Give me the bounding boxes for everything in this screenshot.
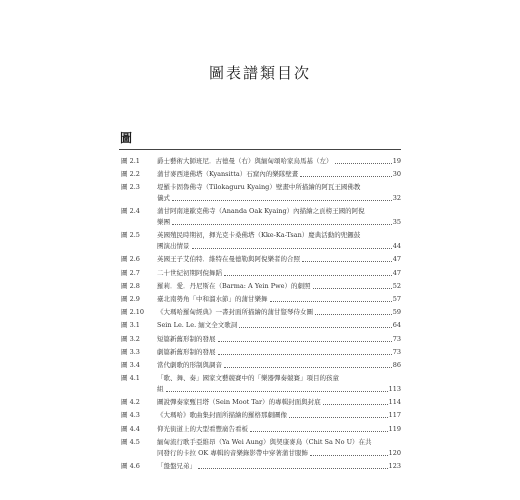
dot-leader — [218, 353, 392, 355]
figure-caption: 堤羅卡固魯佛寺（Tilokaguru Kyaing）壁畫中所描繪的阿瓦王國佛教 — [157, 183, 361, 192]
entry-line — [157, 182, 401, 192]
figure-caption: 臺北南勢角「中和溜水節」的蒲甘樂舞 — [157, 295, 268, 303]
entry-line — [157, 217, 401, 227]
figure-number: 圖 3.2 — [121, 334, 140, 343]
page-number: 119 — [388, 424, 401, 433]
figure-caption: 仰光街道上的大型看豐廣告看板 — [157, 424, 248, 433]
entry-line — [157, 437, 401, 447]
dot-leader — [172, 199, 392, 201]
page-number: 123 — [388, 461, 401, 470]
entry-line — [157, 206, 401, 216]
dot-leader — [310, 454, 388, 456]
dot-leader — [289, 416, 388, 418]
figure-caption: 緬甸流行歌手亞維昂（Ya Wei Aung）與契康麥烏（Chit Sa No U）在共 — [157, 437, 372, 446]
entry-line — [157, 461, 401, 471]
page-number: 114 — [388, 398, 401, 407]
figure-number: 圖 2.9 — [121, 295, 140, 303]
page-number: 47 — [392, 255, 401, 264]
dot-leader — [198, 467, 388, 469]
figure-number: 圖 3.4 — [121, 361, 140, 369]
entry-line — [157, 281, 401, 291]
page-number: 86 — [392, 361, 401, 369]
dot-leader — [250, 430, 388, 432]
dot-leader — [323, 403, 388, 405]
figure-number: 圖 4.1 — [121, 374, 140, 383]
page-number: 44 — [392, 242, 401, 251]
dot-leader — [166, 390, 388, 392]
figure-number: 圖 2.10 — [121, 308, 145, 317]
dot-leader — [172, 223, 392, 225]
table-of-figures — [119, 149, 401, 470]
figure-number: 圖 2.8 — [121, 281, 140, 290]
section-heading: 圖 — [120, 131, 133, 145]
figure-number: 圖 4.4 — [121, 424, 140, 433]
figure-number: 圖 2.7 — [121, 268, 140, 277]
figure-caption: 蒲甘麥西達佛塔（Kyansitta）石窟內的樂隊壁畫 — [157, 170, 299, 179]
entry-line — [157, 334, 401, 344]
entry-line — [157, 397, 401, 407]
figure-number: 圖 2.5 — [121, 231, 140, 240]
entry-line — [157, 254, 401, 264]
dot-leader — [239, 326, 391, 328]
page-number: 117 — [388, 411, 401, 420]
figure-number: 圖 3.3 — [121, 347, 140, 356]
toc-entry — [119, 204, 401, 228]
figure-number: 圖 4.5 — [121, 437, 140, 446]
entry-line — [157, 320, 401, 330]
figure-number: 圖 3.1 — [121, 321, 140, 330]
entry-line — [157, 156, 401, 166]
entry-line — [157, 410, 401, 420]
figure-caption: 儀式 — [157, 194, 170, 203]
page-number: 47 — [392, 268, 401, 277]
figure-number: 圖 2.2 — [121, 170, 140, 179]
figure-number: 圖 2.6 — [121, 255, 140, 264]
dot-leader — [192, 247, 392, 249]
entry-line — [157, 360, 401, 370]
page-number: 120 — [388, 448, 401, 457]
page-number: 57 — [392, 295, 401, 303]
entry-line — [157, 294, 401, 304]
figure-caption: 英國殖民時期初，揮光克卡桑佛塔（Kke-Ka-Tsan）慶典活動的兜鑼鼓 — [157, 231, 361, 240]
toc-entry — [119, 371, 401, 395]
toc-entry — [119, 180, 401, 204]
page-number: 59 — [392, 308, 401, 317]
figure-number: 圖 4.3 — [121, 411, 140, 420]
toc-entry — [119, 435, 401, 459]
figure-caption: 劇篇新舊形制的發展 — [157, 347, 216, 356]
figure-number: 圖 4.6 — [121, 461, 140, 470]
figure-caption: 圖說彈奏家甄目塔（Sein Moot Tar）的專輯封面與封底 — [157, 398, 321, 407]
dot-leader — [270, 300, 392, 302]
page-number: 30 — [392, 170, 401, 179]
figure-number: 圖 2.1 — [121, 157, 140, 165]
page-number: 64 — [392, 321, 401, 330]
toc-entry — [119, 228, 401, 252]
entry-line — [157, 193, 401, 203]
figure-caption: 「盤盤兄弟」 — [157, 461, 196, 470]
figure-caption: 團演出情景 — [157, 242, 190, 251]
figure-caption: 同發行的卡拉 OK 專輯的音樂錄影帶中穿著蒲甘服飾 — [157, 448, 308, 457]
figure-caption: Sein Le. Le. 緬文全文歌詞 — [157, 321, 238, 330]
toc-entry — [119, 459, 401, 483]
figure-caption: 當代劇歌的形制與調音 — [157, 361, 222, 369]
page-number: 35 — [392, 218, 401, 227]
entry-line — [157, 373, 401, 383]
entry-line — [157, 268, 401, 278]
dot-leader — [224, 274, 392, 276]
dot-leader — [224, 366, 392, 368]
entry-line — [157, 169, 401, 179]
entry-line — [157, 241, 401, 251]
figure-caption: 組 — [157, 385, 164, 394]
page-number: 52 — [392, 281, 401, 290]
dot-leader — [218, 340, 392, 342]
page-number: 113 — [388, 385, 401, 394]
figure-number: 圖 2.3 — [121, 183, 140, 192]
dot-leader — [335, 162, 392, 164]
figure-caption: 樂團 — [157, 218, 170, 227]
page-number: 73 — [392, 347, 401, 356]
page-number: 32 — [392, 194, 401, 203]
figure-number: 圖 2.4 — [121, 207, 140, 216]
page-number: 73 — [392, 334, 401, 343]
dot-leader — [315, 313, 392, 315]
entry-line — [157, 347, 401, 357]
dot-leader — [302, 260, 392, 262]
figure-caption: 二十世紀初期阿倪舞蹈 — [157, 268, 222, 277]
entry-line — [157, 424, 401, 434]
entry-line — [157, 307, 401, 317]
figure-number: 圖 4.2 — [121, 398, 140, 407]
entry-line — [157, 448, 401, 458]
entry-line — [157, 230, 401, 240]
entry-line — [157, 384, 401, 394]
figure-caption: 短篇新舊形制的發展 — [157, 334, 216, 343]
dot-leader — [300, 175, 392, 177]
dot-leader — [313, 287, 392, 289]
figure-caption: 羅莉．愛．丹尼斯在（Barma: A Yein Pwe）的劇照 — [157, 281, 311, 290]
page-title: 圖表譜類目次 — [208, 64, 311, 82]
figure-caption: 蒲甘阿南達歐克佛寺（Ananda Oak Kyaing）內描繪之貢榜王國的阿倪 — [157, 207, 365, 216]
page-number: 19 — [392, 157, 401, 165]
figure-caption: 《大瑪哈》歌曲集封面所描繪的羅格那劇圖像 — [157, 411, 287, 420]
figure-caption: 爵士藝術大師班尼．古德曼（右）與緬甸頌哈家烏馬基（左） — [157, 157, 333, 165]
figure-caption: 《大瑪哈羅甸經典》一書封面所描繪的蒲甘豎琴侍女圖 — [157, 308, 313, 317]
figure-caption: 「歌、舞、奏」國家文藝競賽中的「樂器彈奏競賽」項目的孩童 — [157, 374, 339, 383]
figure-caption: 英國王子艾伯特．維特在曼德勒與阿倪樂者的合照 — [157, 255, 300, 264]
